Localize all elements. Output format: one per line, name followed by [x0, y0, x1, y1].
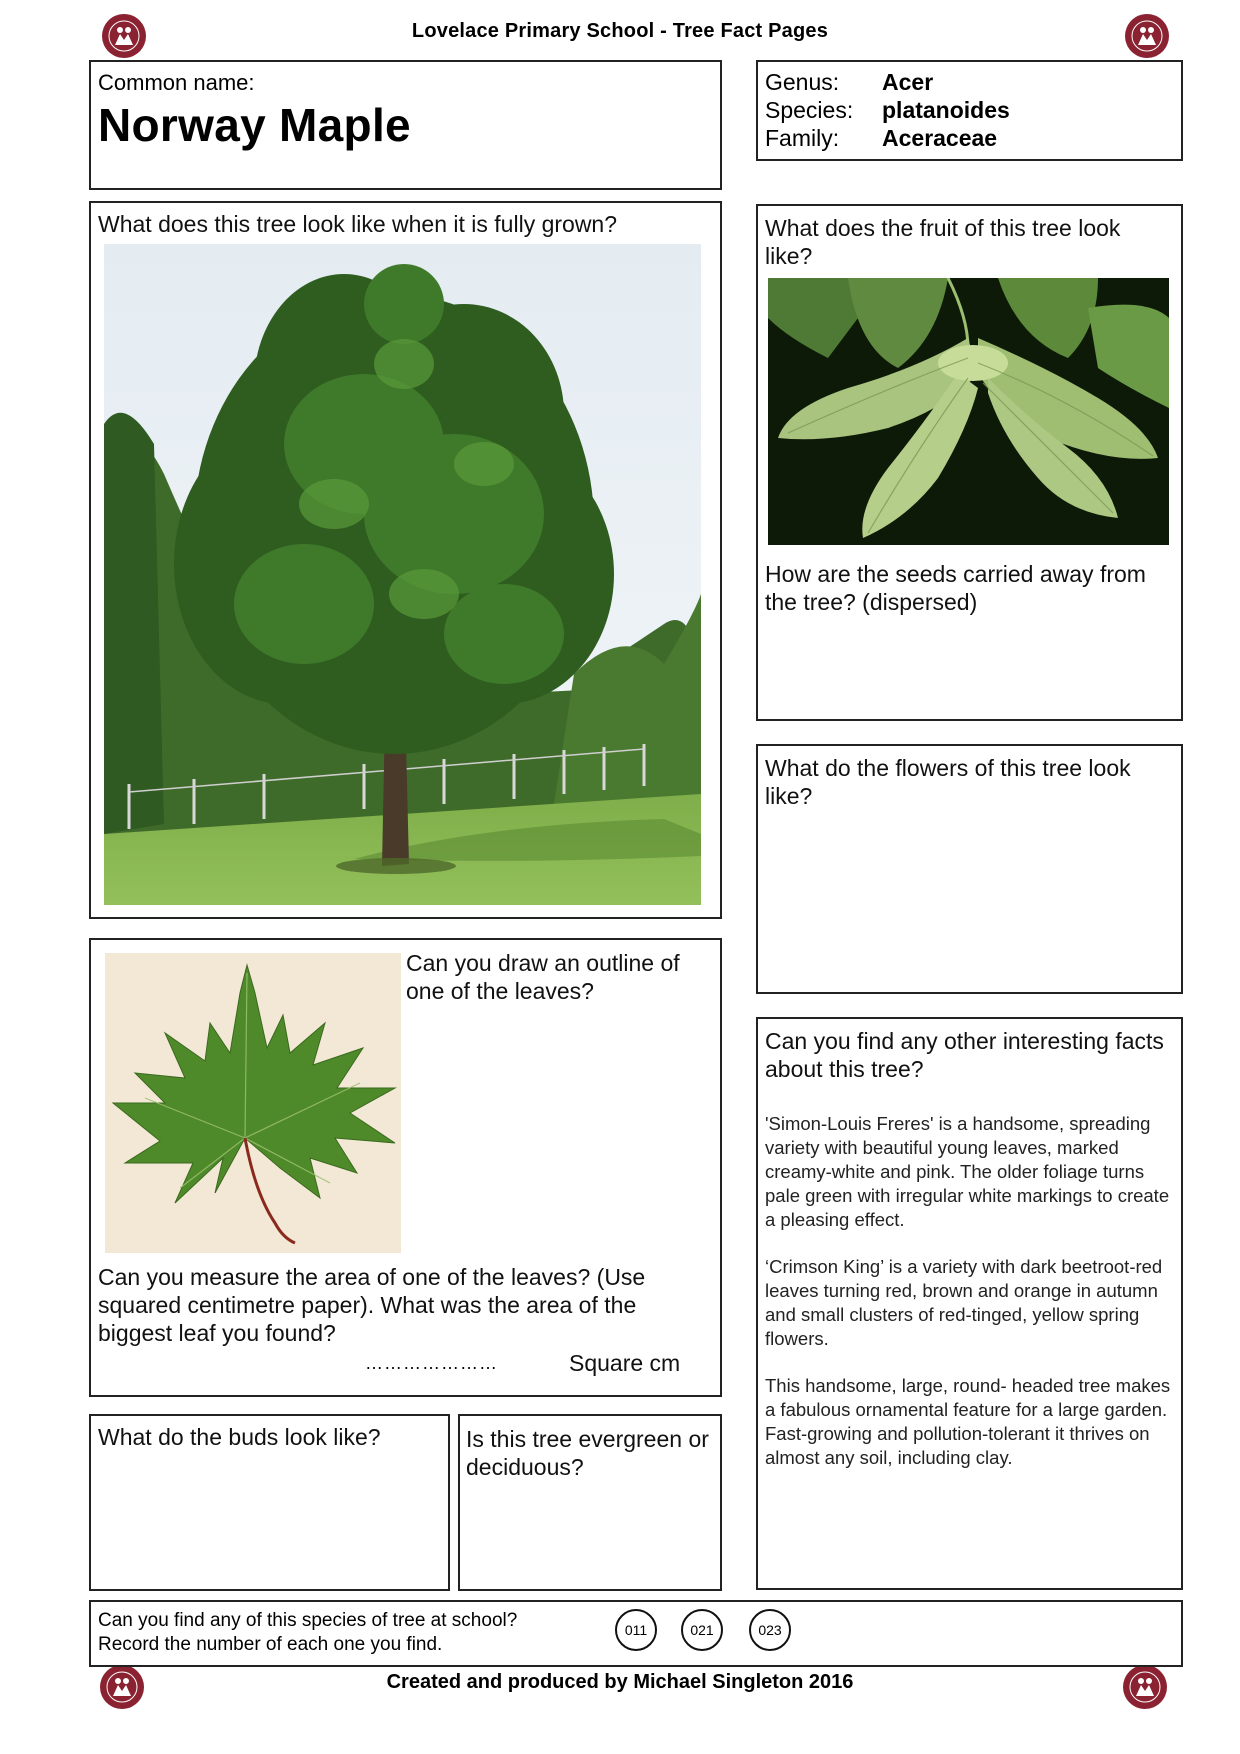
species-label: Species:: [765, 97, 854, 123]
family-value: Aceraceae: [882, 125, 998, 151]
fully-grown-box: [89, 201, 722, 919]
fruit-question: What does the fruit of this tree look like?: [765, 215, 1121, 269]
leaf-box: [89, 938, 722, 1397]
leaf-area-unit: Square cm: [569, 1350, 681, 1376]
fact-paragraph-1: 'Simon-Louis Freres' is a handsome, spreading variety with beautiful young leaves, marked creamy-white and pink. The older foliage turns pale green with irregular white markings to create a pleasing effect.: [765, 1113, 1170, 1230]
buds-box: [89, 1414, 450, 1591]
family-label: Family:: [765, 125, 840, 151]
facts-question: Can you find any other interesting facts about this tree?: [765, 1028, 1164, 1082]
evergreen-box: [458, 1414, 722, 1591]
taxonomy-row-genus: [765, 68, 933, 96]
buds-question: What do the buds look like?: [98, 1424, 381, 1450]
species-value: platanoides: [882, 97, 1010, 123]
fact-paragraph-2: ‘Crimson King’ is a variety with dark beetroot-red leaves turning red, brown and orange in autumn and small clusters of red-tinged, yellow spring flowers.: [765, 1256, 1163, 1349]
facts-box: [756, 1017, 1183, 1590]
facts-text: [765, 1112, 1178, 1493]
flowers-question: What do the flowers of this tree look like?: [765, 755, 1131, 809]
tree-number-023: 023: [749, 1609, 791, 1651]
school-count-box: [89, 1600, 1183, 1667]
school-logo-top-left: [101, 13, 147, 59]
page-header: Lovelace Primary School - Tree Fact Pages: [411, 20, 829, 42]
fully-grown-question: What does this tree look like when it is fully grown?: [98, 211, 618, 237]
taxonomy-box: [756, 60, 1183, 161]
taxonomy-row-species: [765, 96, 1010, 124]
leaf-area-question: Can you measure the area of one of the leaves? (Use squared centimetre paper). What was the area of the biggest leaf you found?: [98, 1264, 646, 1346]
flowers-box: [756, 744, 1183, 994]
fact-paragraph-3: This handsome, large, round- headed tree makes a fabulous ornamental feature for a large garden. Fast-growing and pollution-tolerant it thrives on almost any soil, including clay.: [765, 1375, 1171, 1468]
page-footer-credit: Created and produced by Michael Singleton 2016: [386, 1671, 854, 1693]
fruit-box: [756, 204, 1183, 721]
tree-number-021: 021: [681, 1609, 723, 1651]
evergreen-question: Is this tree evergreen or deciduous?: [466, 1426, 709, 1480]
leaf-photo: [105, 953, 401, 1253]
leaf-area-dots: …………………: [365, 1353, 498, 1373]
common-name-box: [89, 60, 722, 190]
common-name-title: Norway Maple: [98, 99, 411, 151]
genus-value: Acer: [882, 69, 934, 95]
tree-photo: [104, 244, 701, 905]
genus-label: Genus:: [765, 69, 840, 95]
fruit-photo: [768, 278, 1169, 545]
school-count-line-2: Record the number of each one you find.: [98, 1634, 443, 1655]
taxonomy-row-family: [765, 124, 997, 152]
leaf-outline-question: Can you draw an outline of one of the leaves?: [406, 950, 680, 1004]
seed-dispersal-question: How are the seeds carried away from the tree? (dispersed): [765, 561, 1146, 615]
school-count-line-1: Can you find any of this species of tree at school?: [98, 1610, 518, 1631]
common-name-label: Common name:: [98, 70, 255, 95]
tree-number-011: 011: [615, 1609, 657, 1651]
school-logo-top-right: [1124, 13, 1170, 59]
